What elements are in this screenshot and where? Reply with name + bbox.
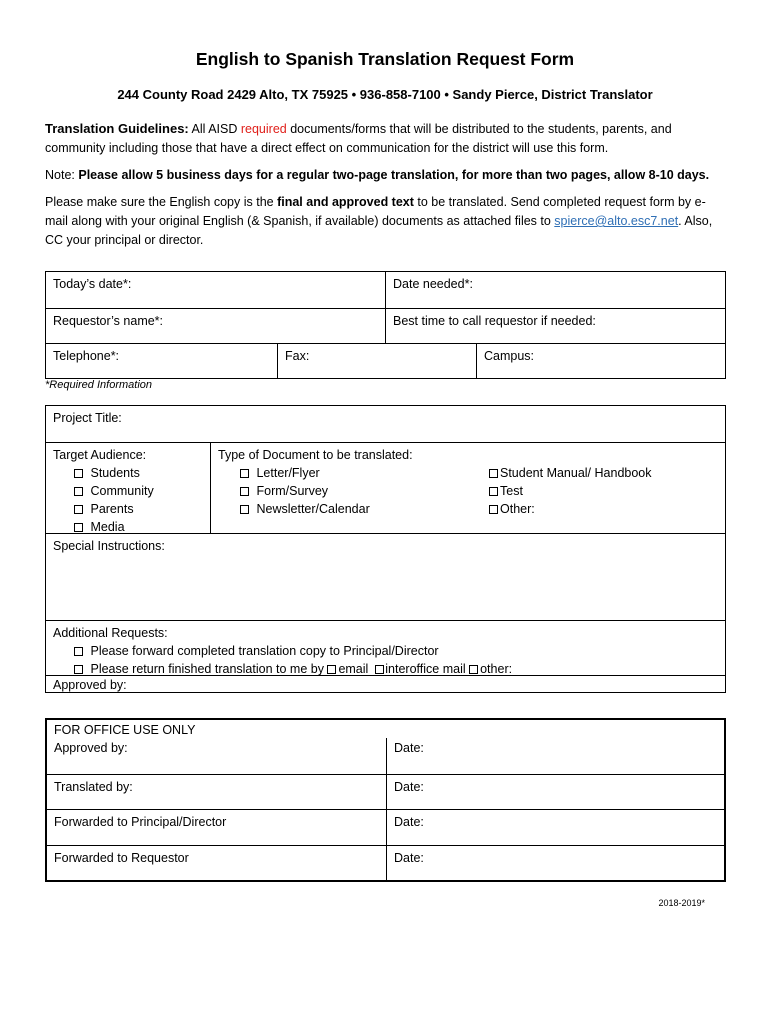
additional-requests-label: Additional Requests: (53, 626, 168, 640)
instructions-paragraph (45, 193, 725, 250)
approved-by-field[interactable] (46, 675, 725, 692)
return-email-label: email (338, 662, 369, 676)
office-row-label: Approved by: (54, 741, 128, 755)
checkbox-icon[interactable] (74, 647, 83, 656)
note-prefix: Note: (45, 168, 79, 182)
date-needed-field[interactable] (385, 272, 725, 308)
project-title-label: Project Title: (53, 411, 122, 425)
audience-option-community[interactable] (53, 482, 203, 500)
office-row-label: Forwarded to Principal/Director (54, 815, 227, 829)
doc-type-letter-flyer[interactable] (240, 464, 370, 482)
requestor-name-label: Requestor’s name*: (53, 314, 164, 328)
fax-field[interactable] (277, 343, 476, 378)
note-bold: Please allow 5 business days for a regular two-page translation, for more than two pages, allow 8-10 days. (78, 168, 710, 182)
checkbox-icon[interactable] (74, 505, 83, 514)
guidelines-required-word: required (240, 122, 287, 136)
doc-type-label: Newsletter/Calendar (256, 502, 370, 516)
required-info-note: *Required Information (45, 379, 153, 391)
doc-type-other[interactable] (489, 500, 652, 518)
requestor-name-field[interactable] (46, 308, 386, 343)
guidelines-text-a: All AISD (188, 122, 241, 136)
forward-option-label: Please forward completed translation copy to Principal/Director (90, 644, 439, 658)
todays-date-label: Today’s date*: (53, 277, 132, 291)
office-row-date: Date: (394, 815, 424, 829)
doc-type-test[interactable] (489, 482, 652, 500)
project-title-field[interactable] (46, 406, 725, 442)
doc-type-form-survey[interactable] (240, 482, 370, 500)
office-approved-by-field[interactable] (47, 738, 386, 774)
page-title: English to Spanish Translation Request Form (195, 49, 575, 69)
telephone-field[interactable] (46, 343, 277, 378)
audience-option-label: Community (90, 484, 154, 498)
checkbox-icon[interactable] (240, 469, 249, 478)
checkbox-icon[interactable] (489, 469, 498, 478)
instructions-c: . Also, CC your principal or director. (45, 214, 713, 247)
office-row-label: Translated by: (54, 780, 133, 794)
audience-option-students[interactable] (53, 464, 203, 482)
checkbox-icon[interactable] (74, 523, 83, 532)
office-forwarded-principal-field[interactable] (47, 809, 386, 845)
audience-option-label: Media (90, 520, 125, 534)
office-translated-by-field[interactable] (47, 774, 386, 809)
document-type-label: Type of Document to be translated: (218, 448, 413, 462)
interoffice-checkbox-icon[interactable] (375, 665, 384, 674)
project-table (45, 405, 726, 693)
doc-type-label: Other: (500, 502, 535, 516)
return-other-label: other: (480, 662, 513, 676)
office-forwarded-requestor-field[interactable] (47, 845, 386, 880)
campus-field[interactable] (476, 343, 725, 378)
other-checkbox-icon[interactable] (469, 665, 478, 674)
guidelines-paragraph (45, 119, 725, 158)
office-use-heading: FOR OFFICE USE ONLY (54, 723, 196, 737)
audience-option-label: Students (90, 466, 140, 480)
campus-label: Campus: (484, 349, 535, 363)
guidelines-label: Translation Guidelines: (45, 121, 189, 136)
checkbox-icon[interactable] (240, 505, 249, 514)
doc-type-newsletter-calendar[interactable] (240, 500, 370, 518)
special-instructions-label: Special Instructions: (53, 539, 165, 553)
document-type-cell (210, 442, 725, 533)
instructions-a: Please make sure the English copy is the (45, 195, 278, 209)
todays-date-field[interactable] (46, 272, 386, 308)
email-link[interactable]: spierce@alto.esc7.net (554, 214, 679, 228)
audience-option-parents[interactable] (53, 500, 203, 518)
doc-type-student-manual[interactable] (489, 464, 652, 482)
return-option-label: Please return finished translation to me by (90, 662, 324, 676)
forward-option[interactable] (53, 642, 718, 660)
checkbox-icon[interactable] (489, 505, 498, 514)
checkbox-icon[interactable] (74, 469, 83, 478)
doc-type-label: Student Manual/ Handbook (500, 466, 652, 480)
return-interoffice-label: interoffice mail (385, 662, 466, 676)
doc-type-label: Form/Survey (256, 484, 329, 498)
doc-type-label: Test (500, 484, 523, 498)
instructions-b: to be translated. Send completed request form by e-mail along with your original English (& Spanish, if available) documents as attached files to (45, 195, 706, 228)
office-row-label: Forwarded to Requestor (54, 851, 189, 865)
best-time-label: Best time to call requestor if needed: (393, 314, 596, 328)
target-audience-label: Target Audience: (53, 448, 147, 462)
office-row-date: Date: (394, 741, 424, 755)
approved-by-label: Approved by: (53, 678, 127, 692)
note-paragraph (45, 166, 725, 185)
email-checkbox-icon[interactable] (327, 665, 336, 674)
special-instructions-field[interactable] (46, 533, 725, 620)
guidelines-text-b: documents/forms that will be distributed to the students, parents, and community including those that have a direct effect on communication for the district will use this form. (45, 122, 672, 155)
checkbox-icon[interactable] (74, 665, 83, 674)
page-subtitle: 244 County Road 2429 Alto, TX 75925 • 936-858-7100 • Sandy Pierce, District Translator (117, 87, 653, 102)
office-translated-date-field[interactable] (386, 774, 724, 809)
date-needed-label: Date needed*: (393, 277, 473, 291)
footer-year: 2018-2019* (658, 898, 705, 908)
office-row-date: Date: (394, 851, 424, 865)
checkbox-icon[interactable] (74, 487, 83, 496)
instructions-bold: final and approved text (277, 195, 414, 209)
checkbox-icon[interactable] (240, 487, 249, 496)
best-time-field[interactable] (385, 308, 725, 343)
telephone-label: Telephone*: (53, 349, 120, 363)
additional-requests-cell (46, 620, 725, 675)
checkbox-icon[interactable] (489, 487, 498, 496)
office-forwarded-principal-date-field[interactable] (386, 809, 724, 845)
office-forwarded-requestor-date-field[interactable] (386, 845, 724, 880)
audience-option-label: Parents (90, 502, 134, 516)
requestor-info-table (45, 271, 726, 379)
office-use-table (45, 718, 726, 882)
office-approved-date-field[interactable] (386, 738, 724, 774)
office-row-date: Date: (394, 780, 424, 794)
doc-type-label: Letter/Flyer (256, 466, 320, 480)
target-audience-cell (46, 442, 210, 533)
fax-label: Fax: (285, 349, 310, 363)
